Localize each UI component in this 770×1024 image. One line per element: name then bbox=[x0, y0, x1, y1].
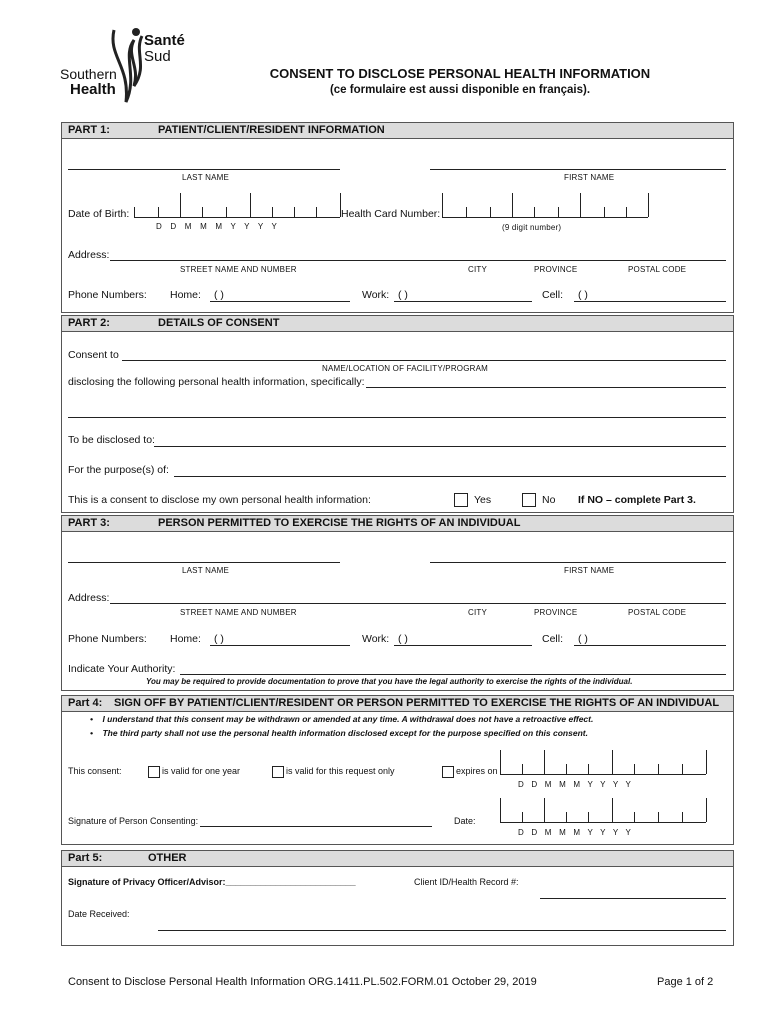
disclosing-label: disclosing the following personal health information, specifically: bbox=[68, 376, 365, 388]
p3-home-paren: ( ) bbox=[214, 633, 224, 645]
phone-label: Phone Numbers: bbox=[68, 289, 147, 301]
bullet-1: • I understand that this consent may be withdrawn or amended at any time. A withdrawal does not have a retroactive effect. bbox=[90, 714, 594, 724]
health-card-label: Health Card Number: bbox=[341, 208, 441, 220]
southern-health-logo bbox=[60, 26, 190, 106]
cell-phone-field[interactable] bbox=[574, 301, 726, 302]
part3-section bbox=[61, 515, 734, 691]
if-no-note: If NO – complete Part 3. bbox=[578, 494, 696, 506]
logo-line3: Southern bbox=[60, 66, 117, 82]
signature-field[interactable] bbox=[200, 826, 432, 827]
purpose-field[interactable] bbox=[174, 476, 726, 477]
this-request-label: is valid for this request only bbox=[286, 766, 395, 776]
logo-line2: Sud bbox=[144, 48, 171, 65]
client-id-field[interactable] bbox=[540, 898, 726, 899]
part2-title: DETAILS OF CONSENT bbox=[158, 317, 280, 329]
dob-letters: D D M M M Y Y Y Y bbox=[156, 222, 278, 231]
signature-label: Signature of Person Consenting: bbox=[68, 816, 199, 826]
part5-number: Part 5: bbox=[68, 852, 103, 864]
p3-home-phone-field[interactable] bbox=[210, 645, 350, 646]
address-field[interactable] bbox=[110, 260, 726, 261]
bullet-2-text: The third party shall not use the personal health information disclosed except for the purpose specified on this consent. bbox=[102, 728, 588, 738]
part5-title: OTHER bbox=[148, 852, 187, 864]
home-paren: ( ) bbox=[214, 289, 224, 301]
part3-number: PART 3: bbox=[68, 517, 110, 529]
consent-to-label: Consent to bbox=[68, 349, 119, 361]
expires-label: expires on bbox=[456, 766, 498, 776]
part1-number: PART 1: bbox=[68, 124, 110, 136]
disclosing-field[interactable] bbox=[366, 387, 726, 388]
last-name-field[interactable] bbox=[68, 169, 340, 170]
form-title: CONSENT TO DISCLOSE PERSONAL HEALTH INFORMATION bbox=[269, 66, 651, 81]
footer-form-id: Consent to Disclose Personal Health Information ORG.1411.PL.502.FORM.01 October 29, 2019 bbox=[68, 976, 537, 988]
address-label: Address: bbox=[68, 249, 110, 261]
logo-line4: Health bbox=[70, 81, 116, 98]
province-caption: PROVINCE bbox=[534, 265, 578, 274]
p3-first-name-field[interactable] bbox=[430, 562, 726, 563]
yes-checkbox[interactable] bbox=[454, 493, 468, 507]
form-subtitle: (ce formulaire est aussi disponible en français). bbox=[329, 84, 591, 96]
one-year-checkbox[interactable] bbox=[148, 766, 160, 778]
own-info-label: This is a consent to disclose my own personal health information: bbox=[68, 494, 371, 506]
p3-street-caption: STREET NAME AND NUMBER bbox=[180, 608, 297, 617]
p3-home-label: Home: bbox=[170, 633, 201, 645]
postal-caption: POSTAL CODE bbox=[628, 265, 687, 274]
sign-date-label: Date: bbox=[454, 816, 476, 826]
p3-phone-label: Phone Numbers: bbox=[68, 633, 147, 645]
bullet-2: • The third party shall not use the personal health information disclosed except for the purpose specified on this consent. bbox=[90, 728, 588, 738]
p3-cell-label: Cell: bbox=[542, 633, 564, 645]
this-consent-label: This consent: bbox=[68, 766, 122, 776]
part2-header bbox=[62, 316, 733, 332]
authority-note: You may be required to provide documentation to prove that you have the legal authority to exercise the rights of the individual. bbox=[146, 677, 633, 686]
p3-postal-caption: POSTAL CODE bbox=[628, 608, 687, 617]
footer-page-number: Page 1 of 2 bbox=[657, 976, 714, 988]
part3-header bbox=[62, 516, 733, 532]
this-request-checkbox[interactable] bbox=[272, 766, 284, 778]
part3-title: PERSON PERMITTED TO EXERCISE THE RIGHTS OF AN INDIVIDUAL bbox=[158, 517, 521, 529]
authority-field[interactable] bbox=[180, 674, 726, 675]
date-received-label: Date Received: bbox=[68, 909, 130, 919]
work-phone-field[interactable] bbox=[394, 301, 532, 302]
p3-province-caption: PROVINCE bbox=[534, 608, 578, 617]
disclosing-field-2[interactable] bbox=[68, 417, 726, 418]
p3-first-name-caption: FIRST NAME bbox=[564, 566, 615, 575]
p3-cell-paren: ( ) bbox=[578, 633, 588, 645]
part1-section bbox=[61, 122, 734, 313]
work-label: Work: bbox=[362, 289, 390, 301]
dob-label: Date of Birth: bbox=[68, 208, 130, 220]
expires-date-field[interactable] bbox=[500, 774, 706, 775]
expires-checkbox[interactable] bbox=[442, 766, 454, 778]
p3-city-caption: CITY bbox=[468, 608, 488, 617]
part4-section bbox=[61, 695, 734, 845]
privacy-officer-label: Signature of Privacy Officer/Advisor:__________________________ bbox=[68, 877, 356, 887]
nine-digit-caption: (9 digit number) bbox=[502, 223, 562, 232]
expires-date-letters: D D M M M Y Y Y Y bbox=[518, 780, 632, 789]
client-id-label: Client ID/Health Record #: bbox=[414, 877, 519, 887]
p3-work-phone-field[interactable] bbox=[394, 645, 532, 646]
part1-header bbox=[62, 123, 733, 139]
first-name-field[interactable] bbox=[430, 169, 726, 170]
date-received-field[interactable] bbox=[158, 930, 726, 931]
cell-paren: ( ) bbox=[578, 289, 588, 301]
part2-number: PART 2: bbox=[68, 317, 110, 329]
facility-caption: NAME/LOCATION OF FACILITY/PROGRAM bbox=[322, 364, 489, 373]
first-name-caption: FIRST NAME bbox=[564, 173, 615, 182]
p3-address-field[interactable] bbox=[110, 603, 726, 604]
part5-section bbox=[61, 850, 734, 946]
dob-field[interactable] bbox=[134, 217, 340, 218]
cell-label: Cell: bbox=[542, 289, 564, 301]
sign-date-letters: D D M M M Y Y Y Y bbox=[518, 828, 632, 837]
logo-line1: Santé bbox=[144, 32, 185, 49]
p3-work-paren: ( ) bbox=[398, 633, 408, 645]
p3-last-name-field[interactable] bbox=[68, 562, 340, 563]
home-label: Home: bbox=[170, 289, 201, 301]
p3-address-label: Address: bbox=[68, 592, 110, 604]
consent-to-field[interactable] bbox=[122, 360, 726, 361]
part4-title: SIGN OFF BY PATIENT/CLIENT/RESIDENT OR PERSON PERMITTED TO EXERCISE THE RIGHTS OF AN INDIVIDUAL bbox=[114, 697, 720, 709]
last-name-caption: LAST NAME bbox=[182, 173, 229, 182]
part4-number: Part 4: bbox=[68, 697, 103, 709]
part5-header bbox=[62, 851, 733, 867]
part1-title: PATIENT/CLIENT/RESIDENT INFORMATION bbox=[158, 124, 385, 136]
authority-label: Indicate Your Authority: bbox=[68, 663, 176, 675]
street-caption: STREET NAME AND NUMBER bbox=[180, 265, 297, 274]
yes-label: Yes bbox=[474, 494, 492, 506]
home-phone-field[interactable] bbox=[210, 301, 350, 302]
city-caption: CITY bbox=[468, 265, 488, 274]
one-year-label: is valid for one year bbox=[162, 766, 241, 776]
purpose-label: For the purpose(s) of: bbox=[68, 464, 169, 476]
work-paren: ( ) bbox=[398, 289, 408, 301]
p3-cell-phone-field[interactable] bbox=[574, 645, 726, 646]
p3-work-label: Work: bbox=[362, 633, 390, 645]
disclosed-to-field[interactable] bbox=[154, 446, 726, 447]
no-label: No bbox=[542, 494, 556, 506]
health-card-field[interactable] bbox=[442, 217, 648, 218]
disclosed-to-label: To be disclosed to: bbox=[68, 434, 155, 446]
bullet-1-text: I understand that this consent may be withdrawn or amended at any time. A withdrawal does not have a retroactive effect. bbox=[102, 714, 594, 724]
p3-last-name-caption: LAST NAME bbox=[182, 566, 229, 575]
part2-section bbox=[61, 315, 734, 513]
no-checkbox[interactable] bbox=[522, 493, 536, 507]
part4-header bbox=[62, 696, 733, 712]
sign-date-field[interactable] bbox=[500, 822, 706, 823]
